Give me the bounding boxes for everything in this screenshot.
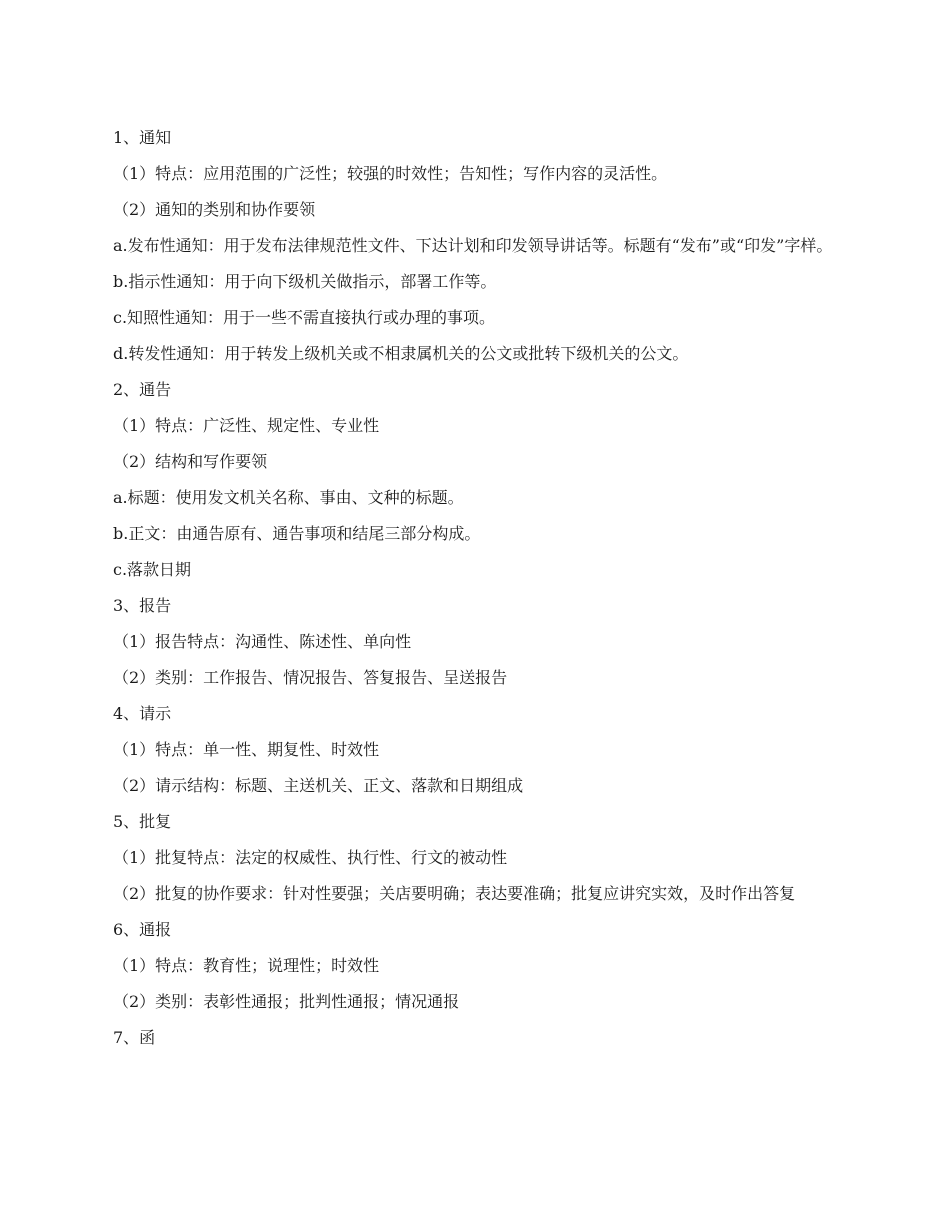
paragraph: a.标题：使用发文机关名称、事由、文种的标题。 xyxy=(113,488,464,507)
paragraph: c.知照性通知：用于一些不需直接执行或办理的事项。 xyxy=(113,308,496,327)
section-heading-circular: 6、通报 xyxy=(113,920,172,939)
section-heading-notice: 1、通知 xyxy=(113,128,172,147)
paragraph: （1）批复特点：法定的权威性、执行性、行文的被动性 xyxy=(113,848,508,867)
section-heading-reply: 5、批复 xyxy=(113,812,172,831)
section-heading-report: 3、报告 xyxy=(113,596,172,615)
section-heading-announcement: 2、通告 xyxy=(113,380,172,399)
section-heading-letter: 7、函 xyxy=(113,1028,156,1047)
paragraph: （1）特点：教育性；说理性；时效性 xyxy=(113,956,380,975)
paragraph: b.正文：由通告原有、通告事项和结尾三部分构成。 xyxy=(113,524,481,543)
paragraph: （2）批复的协作要求：针对性要强；关店要明确；表达要准确；批复应讲究实效，及时作出答复 xyxy=(113,884,796,903)
paragraph: d.转发性通知：用于转发上级机关或不相隶属机关的公文或批转下级机关的公文。 xyxy=(113,344,689,363)
paragraph: b.指示性通知：用于向下级机关做指示，部署工作等。 xyxy=(113,272,497,291)
section-heading-request: 4、请示 xyxy=(113,704,172,723)
paragraph: （2）类别：工作报告、情况报告、答复报告、呈送报告 xyxy=(113,668,508,687)
paragraph: c.落款日期 xyxy=(113,560,192,579)
paragraph: a.发布性通知：用于发布法律规范性文件、下达计划和印发领导讲话等。标题有“发布”或“印发”字样。 xyxy=(113,236,833,255)
paragraph: （2）结构和写作要领 xyxy=(113,452,268,471)
paragraph: （2）请示结构：标题、主送机关、正文、落款和日期组成 xyxy=(113,776,524,795)
paragraph: （1）报告特点：沟通性、陈述性、单向性 xyxy=(113,632,412,651)
paragraph: （1）特点：应用范围的广泛性；较强的时效性；告知性；写作内容的灵活性。 xyxy=(113,164,668,183)
paragraph: （1）特点：广泛性、规定性、专业性 xyxy=(113,416,380,435)
document-body xyxy=(113,126,835,1062)
paragraph: （2）通知的类别和协作要领 xyxy=(113,200,316,219)
paragraph: （1）特点：单一性、期复性、时效性 xyxy=(113,740,380,759)
paragraph: （2）类别：表彰性通报；批判性通报；情况通报 xyxy=(113,992,460,1011)
